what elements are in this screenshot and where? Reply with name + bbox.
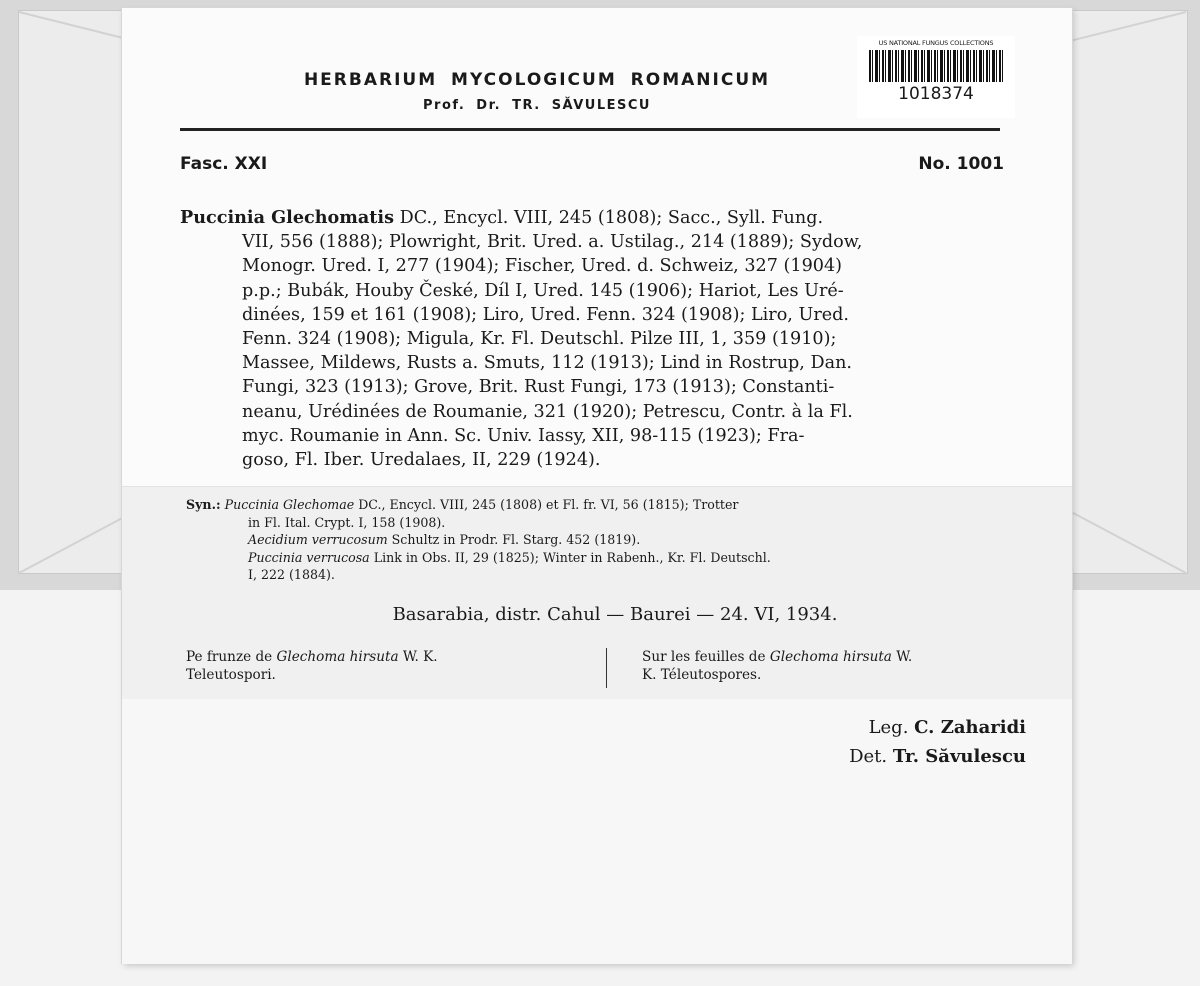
barcode-caption: US NATIONAL FUNGUS COLLECTIONS [878, 39, 994, 47]
citation-line: Fungi, 323 (1913); Grove, Brit. Rust Fungi, 173 (1913); Constanti- [242, 377, 835, 398]
citation-block [180, 206, 1006, 472]
specimen-number: No. 1001 [918, 154, 1004, 174]
synonyms-block [186, 496, 1012, 584]
herbarium-title: HERBARIUM MYCOLOGICUM ROMANICUM [303, 70, 771, 90]
citation-line: Fenn. 324 (1908); Migula, Kr. Fl. Deutschl. Pilze III, 1, 359 (1910); [242, 329, 837, 350]
synonym-line: I, 222 (1884). [248, 567, 335, 582]
determiner-name: Tr. Săvulescu [892, 746, 1026, 767]
citation-line: VII, 556 (1888); Plowright, Brit. Ured. a. Ustilag., 214 (1889); Sydow, [242, 232, 863, 253]
synonym-line: Syn.: Puccinia Glechomae DC., Encycl. VIII, 245 (1808) et Fl. fr. VI, 56 (1815); Trotter [186, 497, 739, 512]
barcode-number: 1018374 [898, 84, 974, 104]
synonyms-label: Syn.: [186, 497, 221, 512]
synonym-line: Aecidium verrucosum Schultz in Prodr. Fl. Starg. 452 (1819). [248, 532, 641, 547]
collector-block [849, 713, 1026, 771]
host-romanian: Pe frunze de Glechoma hirsuta W. K. Teleutospori. [186, 649, 438, 683]
citation-line: neanu, Urédinées de Roumanie, 321 (1920); Petrescu, Contr. à la Fl. [242, 401, 853, 422]
collection-locality: Basarabia, distr. Cahul — Baurei — 24. VI, 1934. [392, 604, 838, 625]
host-species: Glechoma hirsuta [769, 649, 892, 665]
citation-line: Puccinia Glechomatis DC., Encycl. VIII, 245 (1808); Sacc., Syll. Fung. [180, 207, 824, 228]
citation-line: dinées, 159 et 161 (1908); Liro, Ured. Fenn. 324 (1908); Liro, Ured. [242, 304, 850, 325]
specimen-label [122, 8, 1072, 963]
fascicle: Fasc. XXI [180, 154, 268, 174]
host-species: Glechoma hirsuta [276, 649, 399, 665]
host-divider [606, 648, 607, 688]
herbarium-subtitle: Prof. Dr. TR. SĂVULESCU [423, 98, 651, 113]
header-rule [180, 128, 1000, 131]
citation-line: goso, Fl. Iber. Uredalaes, II, 229 (1924). [242, 450, 601, 471]
synonym-line: in Fl. Ital. Crypt. I, 158 (1908). [248, 514, 446, 530]
barcode-icon [869, 50, 1003, 82]
determiner-line: Det. Tr. Săvulescu [849, 746, 1026, 767]
barcode-label [857, 36, 1015, 118]
citation-line: Massee, Mildews, Rusts a. Smuts, 112 (1913); Lind in Rostrup, Dan. [242, 353, 852, 374]
citation-line: Monogr. Ured. I, 277 (1904); Fischer, Ured. d. Schweiz, 327 (1904) [242, 256, 843, 277]
collector-name: C. Zaharidi [914, 717, 1026, 738]
synonym-line: Puccinia verrucosa Link in Obs. II, 29 (1825); Winter in Rabenh., Kr. Fl. Deutschl. [248, 549, 771, 565]
citation-line: myc. Roumanie in Ann. Sc. Univ. Iassy, XII, 98-115 (1923); Fra- [242, 425, 805, 446]
species-name: Puccinia Glechomatis [180, 207, 395, 228]
citation-line: p.p.; Bubák, Houby České, Díl I, Ured. 145 (1906); Hariot, Les Uré- [242, 280, 844, 301]
host-french: Sur les feuilles de Glechoma hirsuta W. K. Téleutospores. [642, 649, 913, 683]
collector-line: Leg. C. Zaharidi [868, 717, 1026, 738]
